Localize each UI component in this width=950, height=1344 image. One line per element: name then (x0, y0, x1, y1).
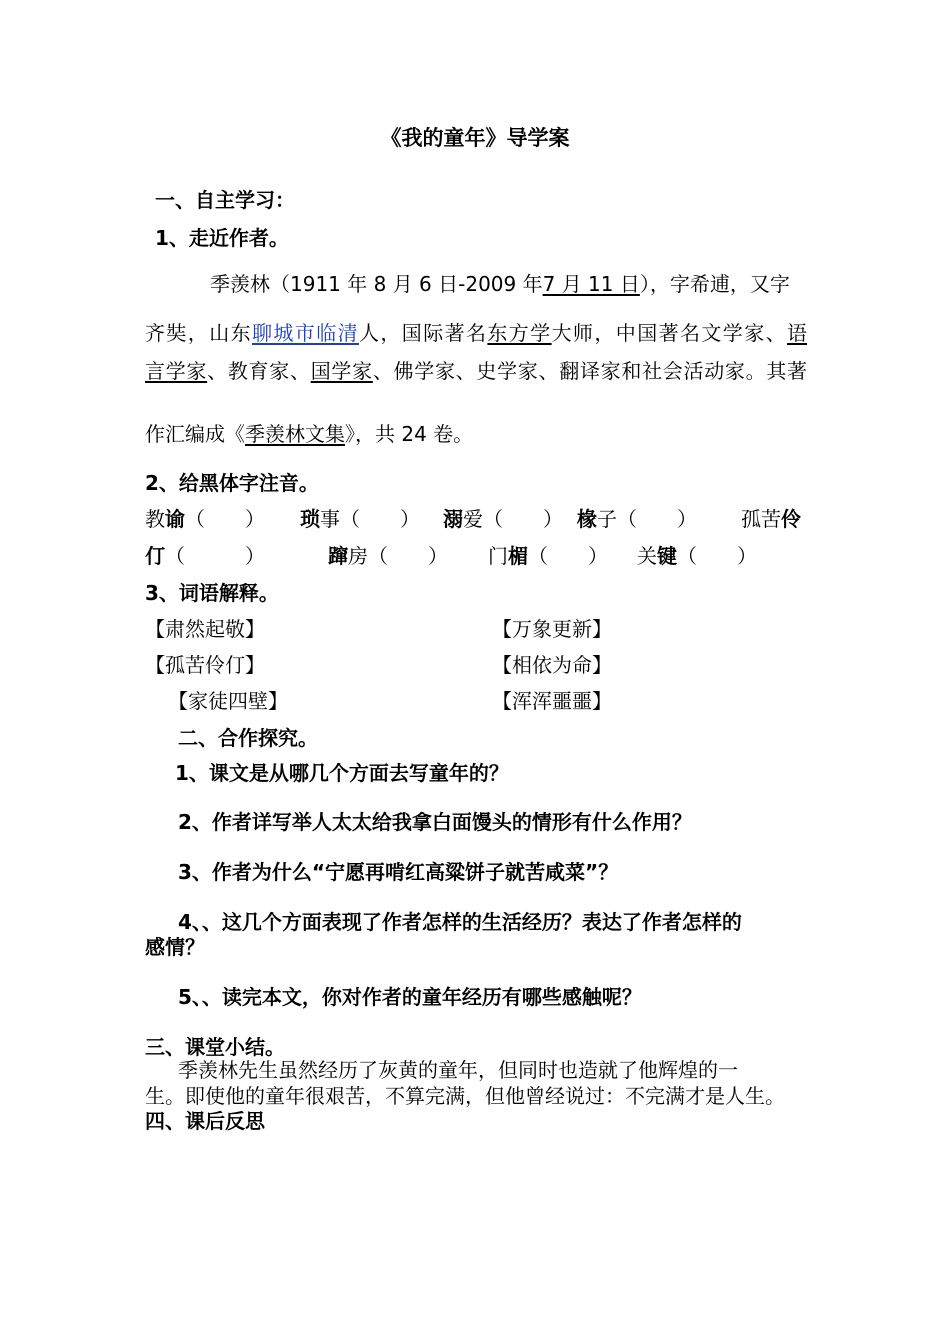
q2-heading: 2、给黑体字注音。 (145, 471, 319, 495)
death-date: 7 月 11 日 (542, 272, 640, 296)
pinyin-item: 蹿房（ ） (328, 544, 448, 568)
q3-heading: 3、词语解释。 (145, 581, 279, 605)
q1-heading: 1、走近作者。 (155, 226, 289, 250)
section-2-heading: 二、合作探究。 (178, 726, 318, 750)
word-item: 【浑浑噩噩】 (492, 689, 612, 713)
word-item: 【孤苦伶仃】 (145, 653, 265, 677)
linguist-link-part2[interactable]: 言学家 (145, 359, 208, 383)
word-item: 【肃然起敬】 (145, 617, 265, 641)
linguist-link-part1[interactable]: 语 (787, 321, 808, 345)
summary-line-2: 生。即使他的童年很艰苦，不算完满，但他曾经说过：不完满才是人生。 (145, 1084, 785, 1108)
bio-line-1: 季羡林（1911 年 8 月 6 日-2009 年7 月 11 日），字希逋，又字 (210, 272, 790, 296)
pinyin-item: 教谕（ ） (145, 507, 265, 531)
word-item: 【家徒四壁】 (168, 689, 288, 713)
question-4-line-1: 4、、这几个方面表现了作者怎样的生活经历？表达了作者怎样的 (178, 910, 742, 934)
bio-line-2: 齐奘，山东聊城市临清人，国际著名东方学大师，中国著名文学家、语 (145, 321, 808, 345)
question-2: 2、作者详写举人太太给我拿白面馒头的情形有什么作用？ (178, 810, 692, 834)
section-3-heading: 三、课堂小结。 (145, 1035, 285, 1059)
bio-line-4: 作汇编成《季羡林文集》，共 24 卷。 (145, 422, 474, 446)
word-item: 【相依为命】 (492, 653, 612, 677)
section-4-heading: 四、课后反思 (145, 1109, 265, 1133)
pinyin-item: 琐事（ ） (300, 507, 420, 531)
page-title: 《我的童年》导学案 (380, 126, 570, 150)
pinyin-item: 孤苦伶 (741, 507, 801, 531)
pinyin-item: 溺爱（ ） (443, 507, 563, 531)
pinyin-item: 椽子（ ） (577, 507, 697, 531)
question-3: 3、作者为什么“宁愿再啃红高粱饼子就苦咸菜”？ (178, 860, 619, 884)
pinyin-item: 关键（ ） (637, 544, 757, 568)
question-1: 1、课文是从哪几个方面去写童年的？ (175, 761, 509, 785)
pinyin-item: 门楣（ ） (488, 544, 608, 568)
section-1-heading: 一、自主学习： (155, 188, 295, 212)
bio-line-3: 言学家、教育家、国学家、佛学家、史学家、翻译家和社会活动家。其著 (145, 359, 808, 383)
birthplace-link[interactable]: 聊城市临清 (252, 321, 359, 345)
word-item: 【万象更新】 (492, 617, 612, 641)
question-5: 5、、读完本文，你对作者的童年经历有哪些感触呢？ (178, 985, 642, 1009)
oriental-studies-link[interactable]: 东方学 (487, 321, 552, 345)
collected-works-link[interactable]: 季羡林文集 (245, 422, 345, 446)
summary-line-1: 季羡林先生虽然经历了灰黄的童年，但同时也造就了他辉煌的一 (178, 1058, 738, 1082)
sinologist-link[interactable]: 国学家 (310, 359, 373, 383)
pinyin-item: 仃（ ） (145, 544, 265, 568)
question-4-line-2: 感情？ (145, 935, 205, 959)
